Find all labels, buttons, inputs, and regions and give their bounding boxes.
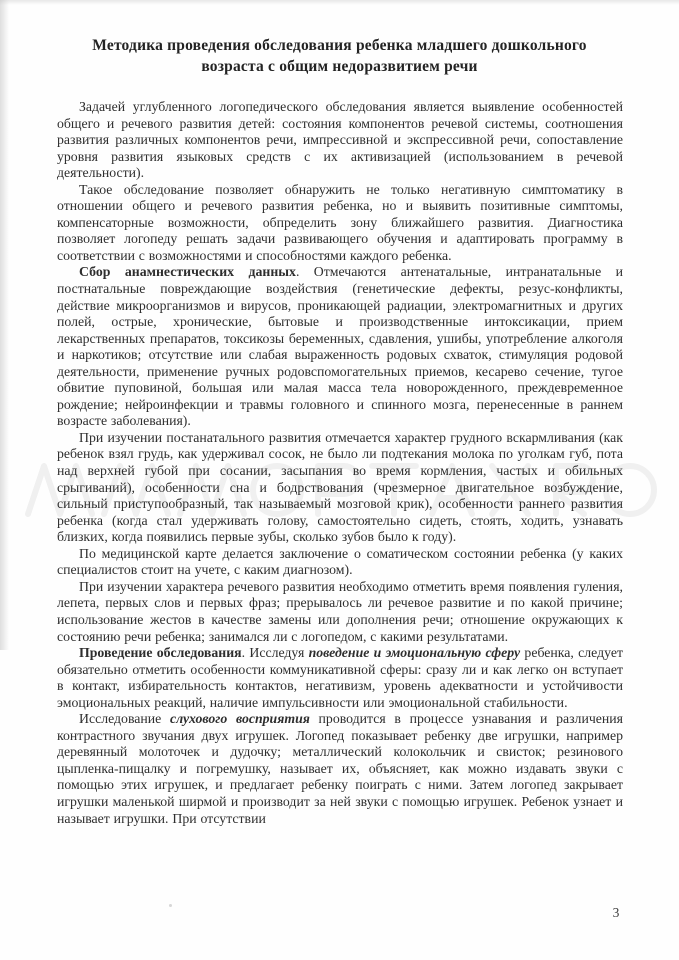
scan-edge-left — [0, 0, 9, 650]
paragraph — [57, 430, 623, 546]
page-number: 3 — [612, 905, 620, 920]
text-segment: . Исследуя — [241, 645, 309, 661]
text-segment: При изучении характера речевого развития необходимо отметить время появления гуления, лепета, первых слов и первых фраз; прерывалось ли речевое развитие и по какой причине; использование жестов в качестве замены или дополнения речи; отношение окружающих к состоянию речи ребенка; занимался ли с логопедом, с какими результатами. — [57, 578, 623, 644]
text-segment: ребенка, следует обязательно отметить особенности коммуникативной сферы: сразу ли и как легко он вступает в контакт, избирательность контактов, негативизм, уровень адекватности и устойчивости эмоциональных реакций, наличие импульсивности или эмоциональной стабильности. — [57, 645, 623, 710]
text-segment: проводится в процессе узнавания и различения контрастного звучания двух игрушек. Логопед показывает ребенку две игрушки, например деревянный молоточек и дудочку; металлический колокольчик и свисток; резинового цыпленка-пищалку и погремушку, называет их, объясняет, как можно издавать звуки с помощью этих игрушек, и предлагает ребенку поиграть с ними. Затем логопед закрывает игрушки маленькой ширмой и производит за ней звуки с помощью игрушек. Ребенок узнает и называет игрушки. При отсутствии — [57, 711, 623, 826]
paragraph — [57, 711, 623, 827]
scan-edge-top — [0, 0, 679, 5]
emphasized-text-segment: Проведение обследования — [79, 645, 242, 661]
emphasized-text-segment: поведение и эмоциональную сферу — [308, 645, 521, 661]
paragraph — [57, 645, 623, 711]
paragraph — [57, 579, 623, 645]
paragraph — [57, 99, 623, 182]
emphasized-text-segment: слухового восприятия — [170, 711, 310, 727]
paragraph — [57, 546, 623, 579]
emphasized-text-segment: Сбор анамнестических данных — [79, 264, 296, 280]
text-segment: Такое обследование позволяет обнаружить не только негативную симптоматику в отношении общего и речевого развития ребенка, но и выявить позитивные симптомы, компенсаторные возможности, обпределить зону ближайшего развития. Диагностика позволяет логопеду решать задачи развивающего обучения и адаптировать программу в соответствии с возможностями и способностями каждого ребенка. — [57, 181, 623, 263]
page-title: Методика проведения обследования ребенка младшего дошкольного возраста с общим недоразвитием речи — [92, 37, 587, 75]
text-segment: По медицинской карте делается заключение о соматическом состоянии ребенка (у каких специалистов стоит на учете, с каким диагнозом). — [57, 545, 623, 578]
document-body — [57, 99, 623, 827]
text-segment: При изучении постанатального развития отмечается характер грудного вскармливания (как ребенок взял грудь, как удерживал сосок, не было ли подтекания молока по уголкам губ, пота над верхней губой при сосании, засыпания во время кормления, частых и обильных срыгиваний), особенности сна и бодрствования (чрезмерное двигательное возбуждение, сильный приступообразный, так называемый мозговой крик), особенности раннего развития ребенка (когда стал удерживать голову, самостоятельно сидеть, стоять, ходить, узнавать близких, когда появились первые зубы, сколько зубов было к году). — [57, 429, 623, 545]
text-segment: Исследование — [79, 711, 170, 727]
text-segment: . Отмечаются антенатальные, интранатальные и постнатальные повреждающие воздействия (генетические дефекты, резус-конфликты, действие микроорганизмов и вирусов, проникающей радиации, электромагнитных и других полей, острые, хронические, бытовые и производственные интоксикации, прием лекарственных препаратов, токсикозы беременных, сдавления, ушибы, употребление алкоголя и наркотиков; отсутствие или слабая выраженность родовых схваток, стимуляция родовой деятельности, применение ручных родовспомогательных приемов, кесарево сечение, тугое обвитие пуповиной, большая или малая масса тела новорожденного, преждевременное рождение; нейроинфекции и травмы головного и спинного мозга, перенесенные в раннем возрасте заболевания). — [57, 264, 623, 429]
paragraph — [57, 264, 623, 429]
scan-speck — [169, 904, 172, 907]
text-segment: Задачей углубленного логопедического обследования является выявление особенностей общего и речевого развития детей: состояния компонентов речевой системы, соотношения развития различных компонентов речи, импрессивной и экспрессивной речи, сопоставление уровня развития языковых средств с их активизацией (использованием в речевой деятельности). — [57, 99, 623, 181]
paragraph — [57, 182, 623, 265]
